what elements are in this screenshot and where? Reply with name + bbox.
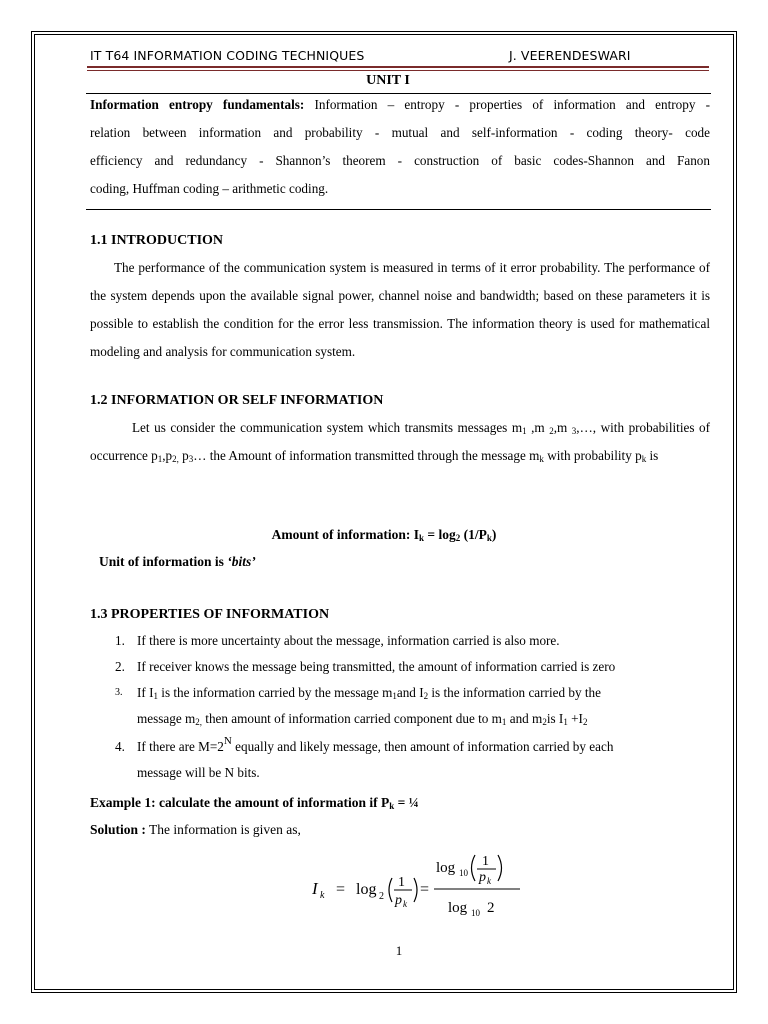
syllabus-bottom-rule [86,209,711,210]
unit-of-information: Unit of information is ‘bits’ [99,554,256,569]
formula-log10-bottom: log [448,900,468,916]
formula-equals-2: = [420,881,430,898]
formula-p-sub-2: k [487,876,491,886]
list-item: 4. If there are $M=2^N$ equally and likely message, then amount of information carried by each message will be N bits. [115,735,614,780]
example-heading: Example 1: calculate the amount of information if $P_k$ = ¼ [90,795,419,811]
paren-right [414,878,417,902]
formula-log: log [356,881,377,898]
list-item: 3. If $I_1$ is the information carried by the message $m_1and$ $I_2$ is the information carried by the message $m_{2,}$ then amount of information carried component due to $m_1$ and $m_2is$ $I_1 +I_2$ [115,685,601,727]
section-1-body: The performance of the communication system is measured in terms of it error probability. The performance of the system depends upon the available signal power, channel noise and bandwidth; based on these parameters it is possible to establish the condition for the error less transmission. The information theory is used for mathematical modeling and analysis for communication system. [90,260,710,359]
syllabus-line-1: Information entropy fundamentals: Information – entropy - properties of information and entropy - [90,97,711,112]
log-formula [310,848,530,926]
paren-right-2 [498,855,502,881]
formula-I: I [312,879,318,898]
formula-two-bottom: 2 [487,900,495,916]
formula-ten-bottom: 10 [471,908,480,918]
section-2-heading: 1.2 INFORMATION OR SELF INFORMATION [90,393,384,408]
syllabus-line-2: relation between information and probability - mutual and self-information - coding theory- code [90,125,710,140]
formula-p: p [395,893,402,908]
formula-numerator-2: 1 [482,854,489,869]
syllabus-line-4: coding, Huffman coding – arithmetic coding. [90,181,329,196]
formula-p-sub: k [403,899,407,909]
formula-ten-top: 10 [459,868,468,878]
solution-line: Solution : The information is given as, [90,822,301,837]
syllabus-box [90,91,710,203]
formula-k-sub: k [320,890,325,901]
formula-numerator-1: 1 [398,875,405,890]
list-item: 2. If receiver knows the message being transmitted, the amount of information carried is zero [115,659,616,674]
section-1-heading: 1.1 INTRODUCTION [90,233,224,248]
list-item: 1. If there is more uncertainty about the message, information carried is also more. [115,633,560,648]
paren-left [389,878,392,902]
header-course-title: IT T64 INFORMATION CODING TECHNIQUES [90,48,365,63]
paren-left-2 [472,855,476,881]
section-3-heading: 1.3 PROPERTIES OF INFORMATION [90,607,330,622]
formula-log10-top: log [436,860,456,876]
header-rule [87,66,709,68]
unit-title: UNIT I [366,73,410,88]
header-author: J. VEERENDESWARI [509,48,631,63]
formula-equals: = [336,881,346,898]
information-equation: Amount of information: $I_k = \log_2 (1/P_k)$ [271,527,497,543]
formula-base-2: 2 [379,891,384,902]
section-2-body: Let us consider the communication system which transmits messages $m_1$ ,m $_2$,m $_3$,…, with probabilities of occurrence $p_1,p_{2,}$ $p_3\dots$ the Amount of information transmitted through the message $m_k$ with probability $p_k$ is [90,420,710,464]
properties-list [115,628,715,786]
formula-p-2: p [479,870,486,885]
syllabus-line-3: efficiency and redundancy - Shannon’s theorem - construction of basic codes-Shannon and Fanon [90,153,710,168]
header-rule-thin [87,70,709,71]
page-number: 1 [395,943,403,958]
